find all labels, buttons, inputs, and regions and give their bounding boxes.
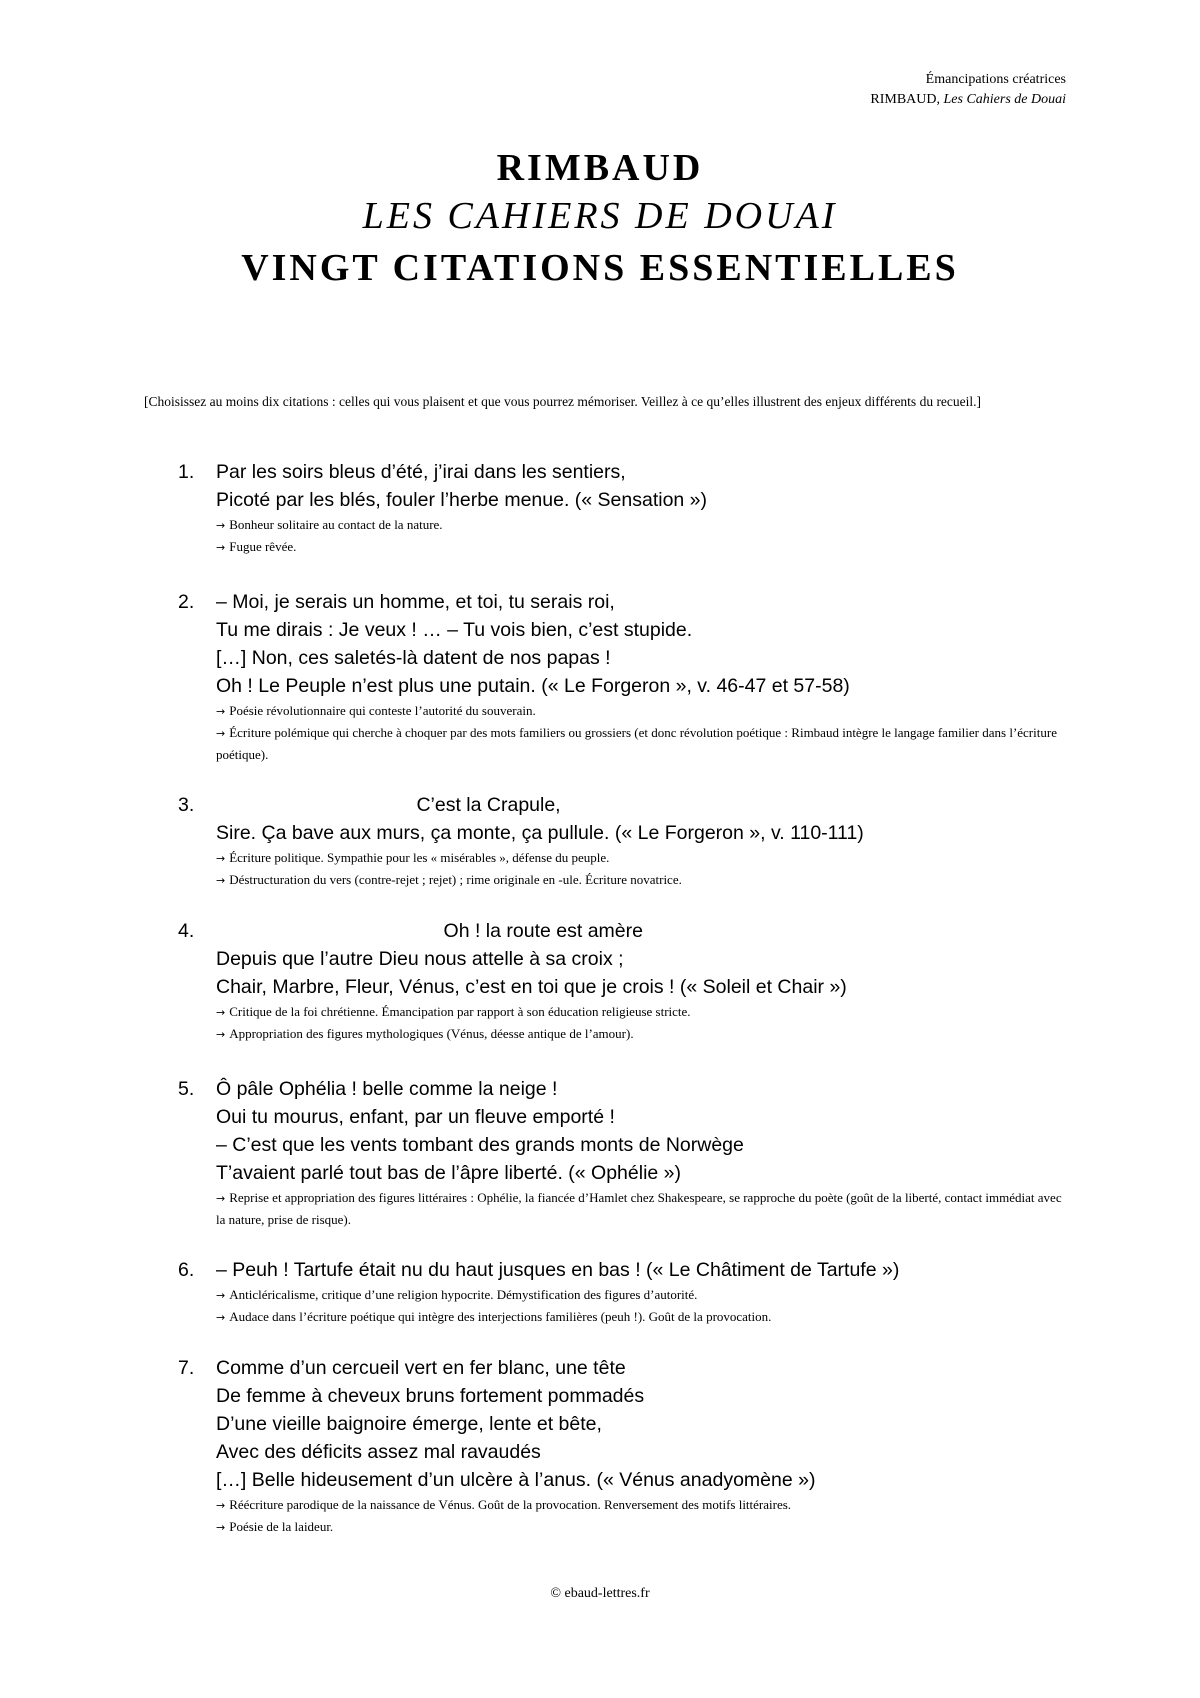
quotation-item: [144, 458, 1064, 558]
quotation-item: [144, 917, 1064, 1045]
header-series: Émancipations créatrices: [925, 72, 1066, 87]
arrow-right-icon: →: [216, 519, 226, 532]
commentary-text: Anticléricalisme, critique d’une religion hypocrite. Démystification des figures d’autorité.: [229, 1287, 698, 1302]
title-subject: VINGT CITATIONS ESSENTIELLES: [241, 247, 959, 289]
quotation-verse: Chair, Marbre, Fleur, Vénus, c’est en toi que je crois ! (« Soleil et Chair »): [216, 976, 847, 998]
quotation-number: 4.: [178, 920, 195, 942]
commentary-note: [216, 514, 1064, 536]
quotation-verse: T’avaient parlé tout bas de l’âpre liberté. (« Ophélie »): [216, 1162, 682, 1184]
arrow-right-icon: →: [216, 705, 226, 718]
commentary-text: Déstructuration du vers (contre-rejet ; rejet) ; rime originale en -ule. Écriture novatrice.: [229, 872, 682, 887]
arrow-right-icon: →: [216, 1192, 226, 1205]
commentary-text: Fugue rêvée.: [229, 539, 297, 554]
running-header: [870, 70, 1066, 110]
commentary-note: [216, 536, 1064, 558]
quotation-number: 1.: [178, 461, 195, 483]
commentary-note: [216, 1494, 1064, 1516]
commentary-note: [216, 1516, 1064, 1538]
page-title: [0, 144, 1200, 292]
commentary-note: [216, 700, 1064, 722]
quotation-verse: Avec des déficits assez mal ravaudés: [216, 1441, 541, 1463]
quotation-verse: Par les soirs bleus d’été, j’irai dans les sentiers,: [216, 461, 626, 483]
quotation-verse: – C’est que les vents tombant des grands monts de Norwège: [216, 1134, 744, 1156]
quotation-number: 2.: [178, 591, 195, 613]
quotation-verse: De femme à cheveux bruns fortement pommadés: [216, 1385, 645, 1407]
commentary-text: Bonheur solitaire au contact de la nature.: [229, 517, 443, 532]
arrow-right-icon: →: [216, 1289, 226, 1302]
commentary-text: Poésie révolutionnaire qui conteste l’autorité du souverain.: [229, 703, 536, 718]
quotation-verse: – Peuh ! Tartufe était nu du haut jusques en bas ! (« Le Châtiment de Tartufe »): [216, 1259, 900, 1281]
commentary-text: Réécriture parodique de la naissance de Vénus. Goût de la provocation. Renversement des motifs littéraires.: [229, 1497, 792, 1512]
commentary-note: [216, 1023, 1064, 1045]
commentary-text: Écriture politique. Sympathie pour les « misérables », défense du peuple.: [229, 850, 610, 865]
commentary-text: Appropriation des figures mythologiques (Vénus, déesse antique de l’amour).: [229, 1026, 634, 1041]
quotation-item: [144, 1256, 1064, 1328]
commentary-note: [216, 1306, 1064, 1328]
commentary-note: [216, 722, 1064, 765]
header-book: [870, 90, 1066, 110]
quotation-verse: C’est la Crapule,: [216, 794, 561, 816]
arrow-right-icon: →: [216, 874, 226, 887]
arrow-right-icon: →: [216, 727, 226, 740]
arrow-right-icon: →: [216, 1006, 226, 1019]
arrow-right-icon: →: [216, 1311, 226, 1324]
quotation-verse: […] Non, ces saletés-là datent de nos papas !: [216, 647, 611, 669]
quotation-verse: Depuis que l’autre Dieu nous attelle à sa croix ;: [216, 948, 624, 970]
quotation-list: [144, 458, 1064, 1538]
quotation-number: 3.: [178, 794, 195, 816]
quotation-number: 5.: [178, 1078, 195, 1100]
quotation-verse: […] Belle hideusement d’un ulcère à l’anus. (« Vénus anadyomène »): [216, 1469, 816, 1491]
title-author: RIMBAUD: [496, 147, 704, 189]
title-work: LES CAHIERS DE DOUAI: [362, 195, 838, 237]
quotation-verse: – Moi, je serais un homme, et toi, tu serais roi,: [216, 591, 615, 613]
quotation-verse: Oui tu mourus, enfant, par un fleuve emporté !: [216, 1106, 615, 1128]
quotation-verse: Tu me dirais : Je veux ! … – Tu vois bien, c’est stupide.: [216, 619, 693, 641]
commentary-note: [216, 847, 1064, 869]
quotation-verse: Sire. Ça bave aux murs, ça monte, ça pullule. (« Le Forgeron », v. 110-111): [216, 822, 864, 844]
quotation-item: [144, 1354, 1064, 1538]
commentary-note: [216, 1001, 1064, 1023]
header-work-title: Les Cahiers de Douai: [943, 92, 1066, 107]
quotation-item: [144, 791, 1064, 891]
arrow-right-icon: →: [216, 541, 226, 554]
arrow-right-icon: →: [216, 1521, 226, 1534]
commentary-text: Reprise et appropriation des figures littéraires : Ophélie, la fiancée d’Hamlet chez Shakespeare, se rapproche du poète (goût de la liberté, contact immédiat avec la nature, prise de risque).: [216, 1190, 1062, 1227]
commentary-note: [216, 869, 1064, 891]
header-author: RIMBAUD,: [870, 92, 940, 107]
quotation-number: 7.: [178, 1357, 195, 1379]
quotation-verse: Ô pâle Ophélia ! belle comme la neige !: [216, 1078, 558, 1100]
arrow-right-icon: →: [216, 852, 226, 865]
quotation-verse: Oh ! Le Peuple n’est plus une putain. (« Le Forgeron », v. 46-47 et 57-58): [216, 675, 850, 697]
quotation-verse: Picoté par les blés, fouler l’herbe menue. (« Sensation »): [216, 489, 708, 511]
arrow-right-icon: →: [216, 1499, 226, 1512]
quotation-verse: Comme d’un cercueil vert en fer blanc, une tête: [216, 1357, 626, 1379]
quotation-item: [144, 588, 1064, 765]
instructions-paragraph: [Choisissez au moins dix citations : celles qui vous plaisent et que vous pourrez mémoriser. Veillez à ce qu’elles illustrent des enjeux différents du recueil.]: [144, 394, 982, 409]
commentary-note: [216, 1284, 1064, 1306]
commentary-text: Poésie de la laideur.: [229, 1519, 334, 1534]
quotation-verse: Oh ! la route est amère: [216, 920, 643, 942]
quotation-verse: D’une vieille baignoire émerge, lente et bête,: [216, 1413, 602, 1435]
commentary-text: Écriture polémique qui cherche à choquer par des mots familiers ou grossiers (et donc révolution poétique : Rimbaud intègre le langage familier dans l’écriture poétique).: [216, 725, 1057, 762]
footer-copyright: © ebaud-lettres.fr: [550, 1586, 650, 1601]
arrow-right-icon: →: [216, 1028, 226, 1041]
commentary-text: Audace dans l’écriture poétique qui intègre des interjections familières (peuh !). Goût de la provocation.: [229, 1309, 772, 1324]
quotation-number: 6.: [178, 1259, 195, 1281]
quotation-item: [144, 1075, 1064, 1230]
commentary-text: Critique de la foi chrétienne. Émancipation par rapport à son éducation religieuse stricte.: [229, 1004, 691, 1019]
commentary-note: [216, 1187, 1064, 1230]
